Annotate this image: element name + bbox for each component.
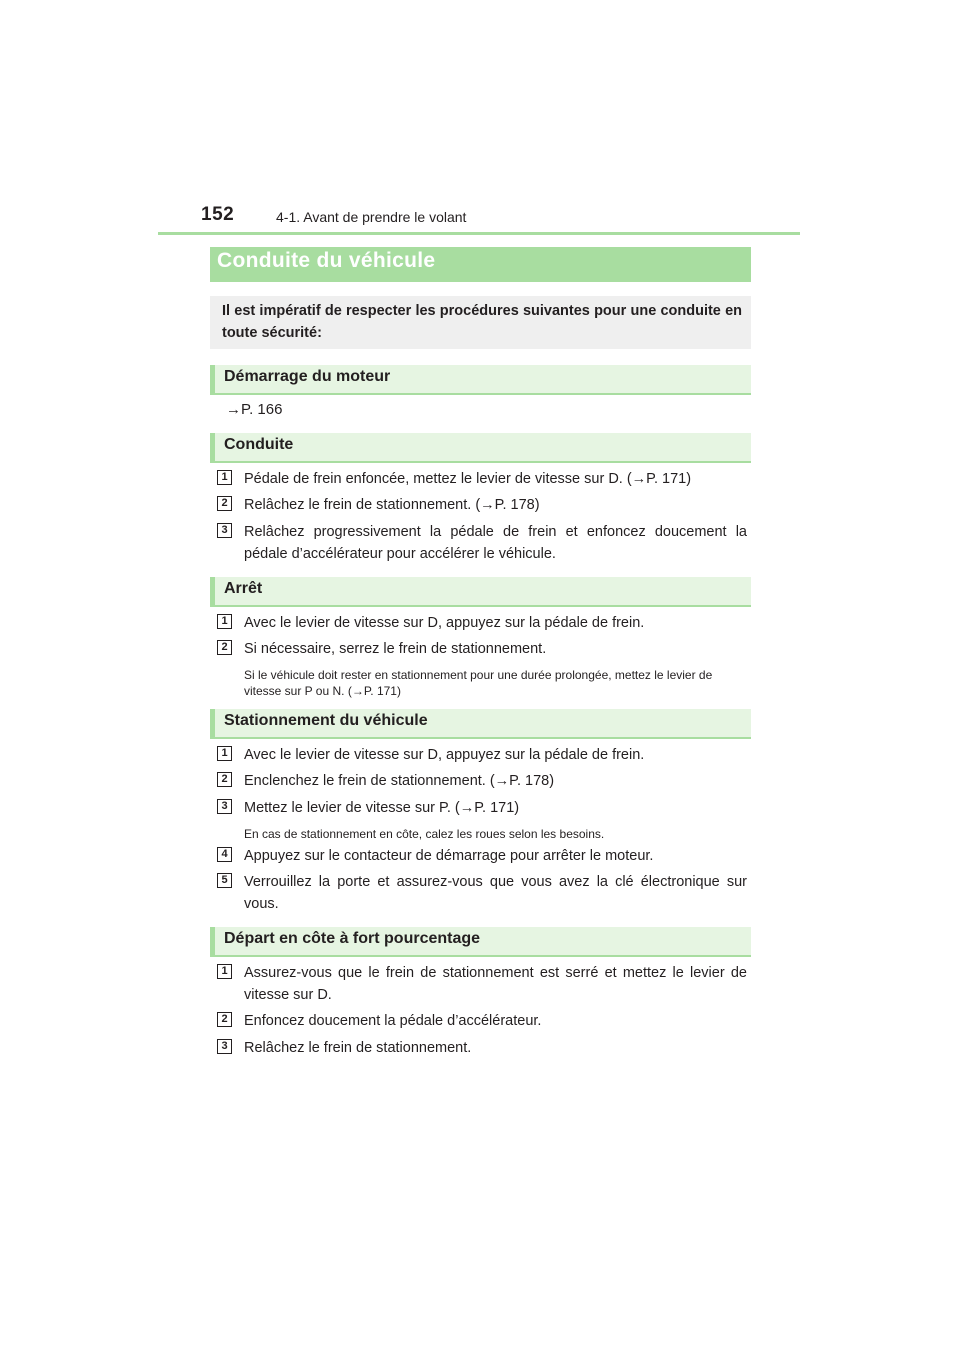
- chapter-heading: 4-1. Avant de prendre le volant: [276, 209, 467, 225]
- step-number-badge: 3: [217, 523, 232, 538]
- section-heading-stationnement: Stationnement du véhicule: [210, 709, 751, 739]
- step-text: Relâchez le frein de stationnement.: [244, 1040, 472, 1056]
- arret-step-2: [217, 638, 747, 660]
- step-text: Pédale de frein enfoncée, mettez le levier de vitesse sur D. (→P. 171): [244, 471, 692, 487]
- arret-step-1: [217, 612, 747, 634]
- page-title: Conduite du véhicule: [217, 249, 436, 272]
- section-heading-depart-cote: Départ en côte à fort pourcentage: [210, 927, 751, 957]
- stationnement-step-5: [217, 871, 747, 915]
- conduite-step-2: [217, 494, 747, 516]
- header-rule: [158, 232, 800, 235]
- step-number-badge: 3: [217, 1039, 232, 1054]
- stationnement-step-3: [217, 797, 747, 819]
- step-text: Si nécessaire, serrez le frein de stationnement.: [244, 641, 547, 657]
- section-heading-arret: Arrêt: [210, 577, 751, 607]
- step-number-badge: 5: [217, 873, 232, 888]
- step-number-badge: 1: [217, 746, 232, 761]
- demarrage-reference: →P. 166: [226, 401, 283, 418]
- stationnement-note: En cas de stationnement en côte, calez les roues selon les besoins.: [244, 827, 605, 841]
- depart-step-3: [217, 1037, 747, 1059]
- step-number-badge: 2: [217, 640, 232, 655]
- step-text: Relâchez progressivement la pédale de frein et enfoncez doucement la pédale d’accélérateur pour accélérer le véhicule.: [244, 524, 747, 562]
- conduite-step-1: [217, 468, 747, 490]
- step-number-badge: 1: [217, 614, 232, 629]
- step-text: Relâchez le frein de stationnement. (→P. 178): [244, 497, 540, 513]
- step-number-badge: 2: [217, 1012, 232, 1027]
- section-heading-demarrage: Démarrage du moteur: [210, 365, 751, 395]
- step-number-badge: 3: [217, 799, 232, 814]
- step-text: Enfoncez doucement la pédale d’accélérateur.: [244, 1013, 542, 1029]
- step-number-badge: 2: [217, 772, 232, 787]
- intro-box: [210, 296, 751, 349]
- conduite-step-3: [217, 521, 747, 565]
- stationnement-step-1: [217, 744, 747, 766]
- section-heading-conduite: Conduite: [210, 433, 751, 463]
- step-text: Verrouillez la porte et assurez-vous que vous avez la clé électronique sur vous.: [244, 874, 747, 912]
- depart-step-2: [217, 1010, 747, 1032]
- step-text: Avec le levier de vitesse sur D, appuyez sur la pédale de frein.: [244, 615, 645, 631]
- page-title-bar: [210, 247, 751, 282]
- step-text: Assurez-vous que le frein de stationnement est serré et mettez le levier de vitesse sur D.: [244, 965, 747, 1003]
- step-text: Enclenchez le frein de stationnement. (→P. 178): [244, 773, 555, 789]
- step-text: Appuyez sur le contacteur de démarrage pour arrêter le moteur.: [244, 848, 654, 864]
- depart-step-1: [217, 962, 747, 1006]
- arret-note: Si le véhicule doit rester en stationnement pour une durée prolongée, mettez le levier de vitesse sur P ou N. (→P. 171): [244, 668, 713, 698]
- intro-text: Il est impératif de respecter les procédures suivantes pour une conduite en toute sécurité:: [222, 303, 742, 341]
- step-number-badge: 4: [217, 847, 232, 862]
- step-number-badge: 1: [217, 470, 232, 485]
- step-number-badge: 2: [217, 496, 232, 511]
- step-text: Mettez le levier de vitesse sur P. (→P. 171): [244, 800, 520, 816]
- step-number-badge: 1: [217, 964, 232, 979]
- stationnement-step-4: [217, 845, 747, 867]
- stationnement-step-2: [217, 770, 747, 792]
- step-text: Avec le levier de vitesse sur D, appuyez sur la pédale de frein.: [244, 747, 645, 763]
- page-number: 152: [201, 204, 235, 225]
